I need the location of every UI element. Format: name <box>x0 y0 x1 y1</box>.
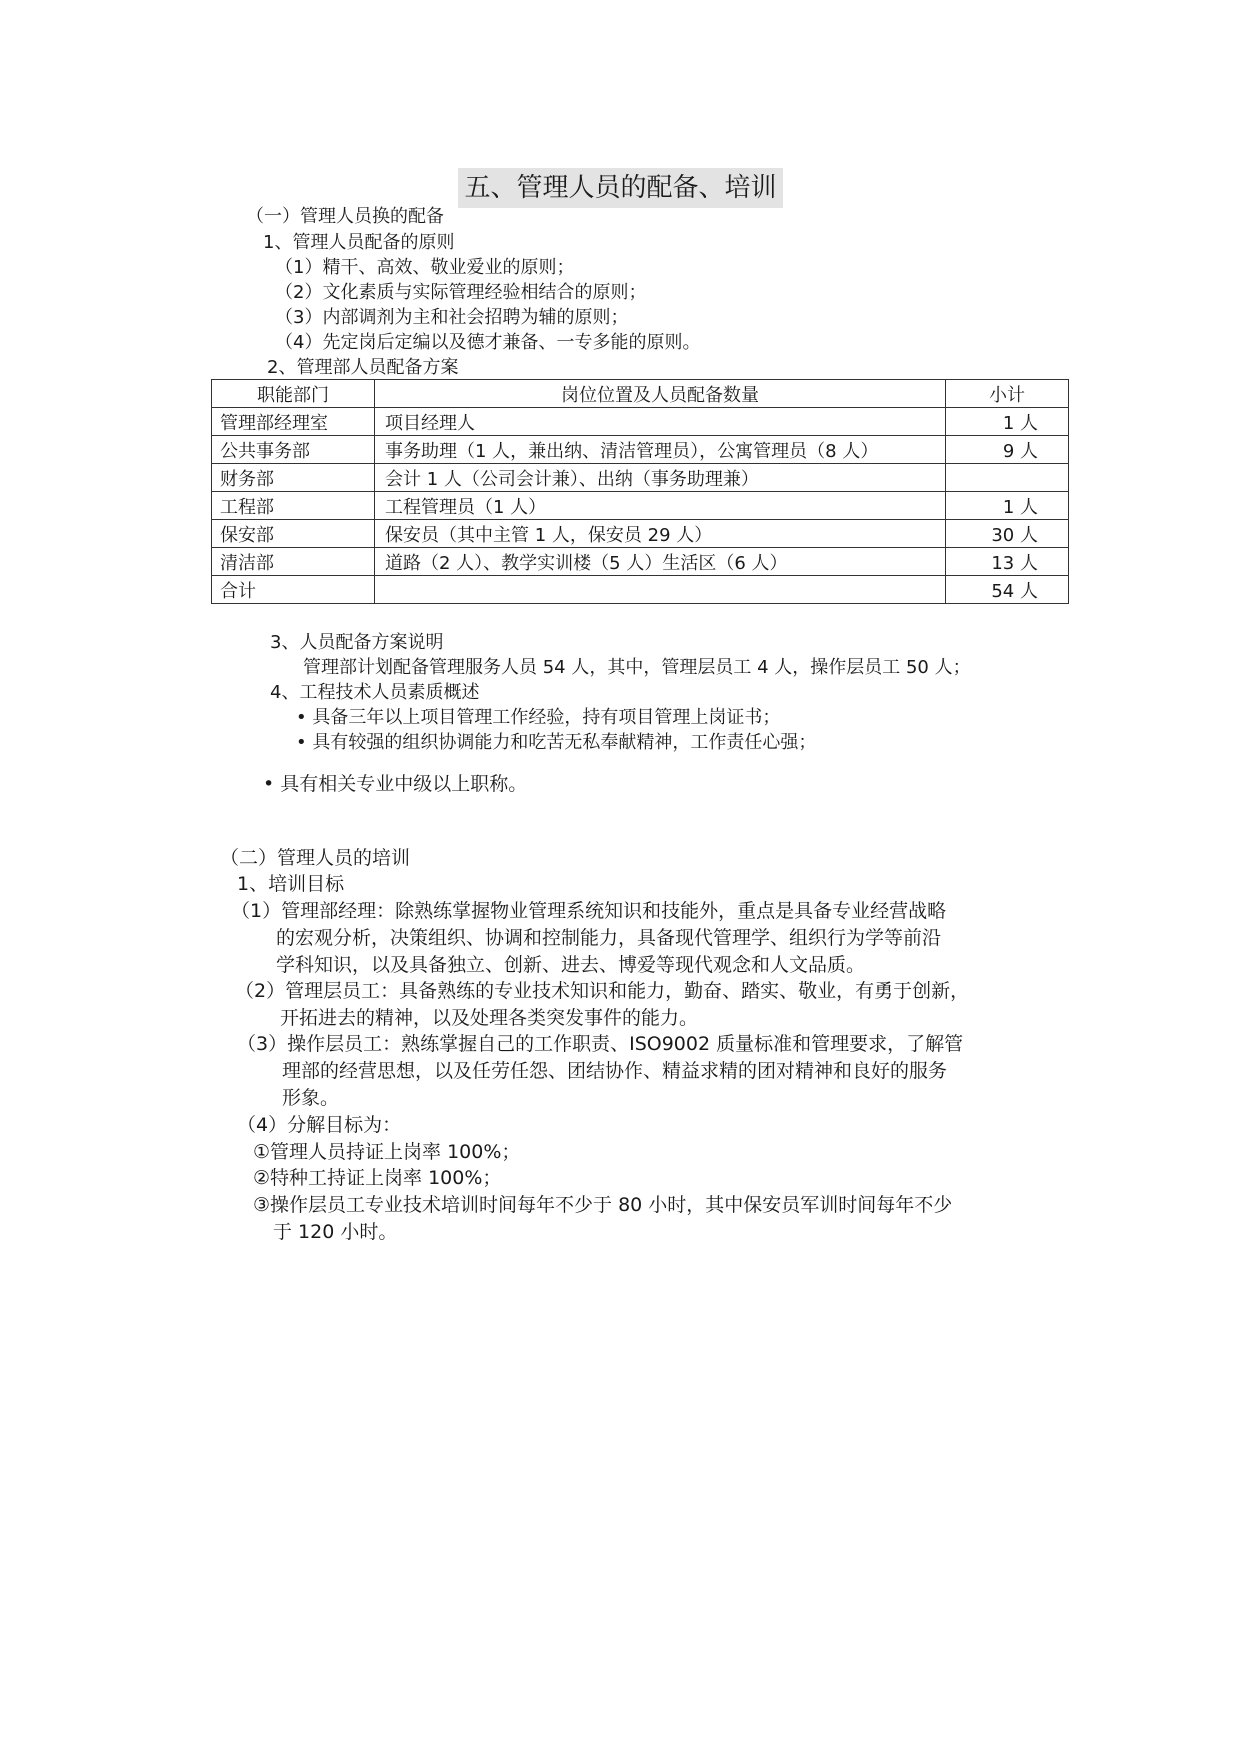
table-row <box>212 548 1069 576</box>
table-cell: 9 人 <box>946 436 1069 464</box>
table-header-cell: 岗位位置及人员配备数量 <box>375 380 946 408</box>
sub1-heading: 1、管理人员配备的原则 <box>263 232 455 253</box>
breakdown-item: ③操作层员工专业技术培训时间每年不少于 80 小时，其中保安员军训时间每年不少 <box>253 1194 953 1216</box>
goal-paragraph-line: （2）管理层员工：具备熟练的专业技术知识和能力，勤奋、踏实、敬业，有勇于创新， <box>235 980 970 1002</box>
goal-paragraph-line: 理部的经营思想，以及任劳任怨、团结协作、精益求精的团对精神和良好的服务 <box>282 1060 948 1082</box>
quality-bullet: • 具有较强的组织协调能力和吃苦无私奉献精神，工作责任心强； <box>296 732 817 753</box>
principle-item: （4）先定岗后定编以及德才兼备、一专多能的原则。 <box>275 332 701 353</box>
page-title: 五、管理人员的配备、培训 <box>458 168 782 208</box>
goal-paragraph-line: （3）操作层员工：熟练掌握自己的工作职责、ISO9002 质量标准和管理要求，了解管 <box>237 1033 964 1055</box>
table-cell: 30 人 <box>946 520 1069 548</box>
section2-heading: （二）管理人员的培训 <box>220 847 411 869</box>
table-cell: 1 人 <box>946 408 1069 436</box>
table-cell: 54 人 <box>946 576 1069 604</box>
table-row <box>212 408 1069 436</box>
table-cell: 工程管理员（1 人） <box>375 492 946 520</box>
training-goal-heading: 1、培训目标 <box>237 873 345 895</box>
table-header-row <box>212 380 1069 408</box>
table-cell: 13 人 <box>946 548 1069 576</box>
table-header-cell: 职能部门 <box>212 380 375 408</box>
table-header-cell: 小计 <box>946 380 1069 408</box>
principle-item: （2）文化素质与实际管理经验相结合的原则； <box>275 282 647 303</box>
principle-item: （1）精干、高效、敬业爱业的原则； <box>275 257 575 278</box>
page-title-wrap <box>0 168 1241 208</box>
table-cell: 事务助理（1 人，兼出纳、清洁管理员），公寓管理员（8 人） <box>375 436 946 464</box>
table-cell: 会计 1 人（公司会计兼）、出纳（事务助理兼） <box>375 464 946 492</box>
table-cell: 财务部 <box>212 464 375 492</box>
breakdown-item: ①管理人员持证上岗率 100%； <box>253 1141 521 1163</box>
table-cell: 管理部经理室 <box>212 408 375 436</box>
goal-paragraph-line: 形象。 <box>282 1087 340 1109</box>
table-row <box>212 436 1069 464</box>
goal-paragraph-line: 的宏观分析，决策组织、协调和控制能力，具备现代管理学、组织行为学等前沿 <box>276 927 942 949</box>
goal-paragraph-line: （1）管理部经理：除熟练掌握物业管理系统知识和技能外，重点是具备专业经营战略 <box>231 900 947 922</box>
table-cell: 保安员（其中主管 1 人，保安员 29 人） <box>375 520 946 548</box>
quality-bullet: • 具备三年以上项目管理工作经验，持有项目管理上岗证书； <box>296 707 781 728</box>
breakdown-heading: （4）分解目标为： <box>237 1114 402 1136</box>
table-row <box>212 492 1069 520</box>
staffing-table <box>211 379 1069 604</box>
table-cell: 项目经理人 <box>375 408 946 436</box>
goal-paragraph-line: 开拓进去的精神，以及处理各类突发事件的能力。 <box>280 1007 699 1029</box>
table-cell: 公共事务部 <box>212 436 375 464</box>
table-row <box>212 464 1069 492</box>
table-total-row <box>212 576 1069 604</box>
table-cell: 保安部 <box>212 520 375 548</box>
sub3-text: 管理部计划配备管理服务人员 54 人，其中，管理层员工 4 人，操作层员工 50 人； <box>303 657 971 678</box>
section1-heading: （一）管理人员换的配备 <box>246 206 444 227</box>
table-cell: 1 人 <box>946 492 1069 520</box>
table-cell: 清洁部 <box>212 548 375 576</box>
table-cell: 道路（2 人）、教学实训楼（5 人）生活区（6 人） <box>375 548 946 576</box>
breakdown-item-continuation: 于 120 小时。 <box>273 1221 398 1243</box>
sub3-heading: 3、人员配备方案说明 <box>270 632 444 653</box>
table-row <box>212 520 1069 548</box>
breakdown-item: ②特种工持证上岗率 100%； <box>253 1167 502 1189</box>
goal-paragraph-line: 学科知识，以及具备独立、创新、进去、博爱等现代观念和人文品质。 <box>276 954 866 976</box>
principle-item: （3）内部调剂为主和社会招聘为辅的原则； <box>275 307 629 328</box>
table-cell: 合计 <box>212 576 375 604</box>
sub2-heading: 2、管理部人员配备方案 <box>267 357 459 378</box>
table-cell: 工程部 <box>212 492 375 520</box>
table-cell <box>946 464 1069 492</box>
sub4-heading: 4、工程技术人员素质概述 <box>270 682 480 703</box>
table-cell <box>375 576 946 604</box>
quality-bullet-extra: • 具有相关专业中级以上职称。 <box>263 773 528 795</box>
